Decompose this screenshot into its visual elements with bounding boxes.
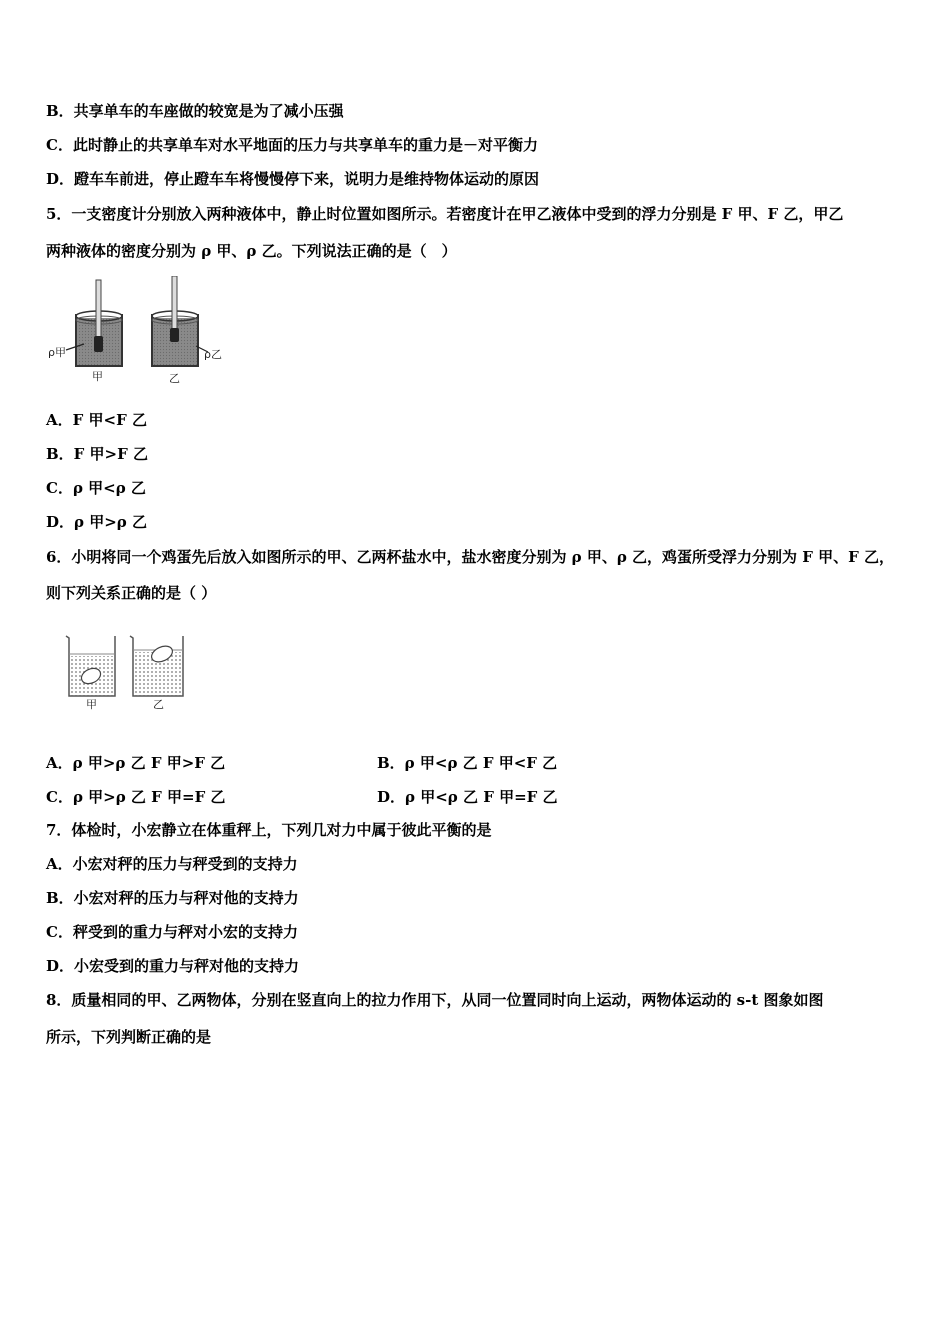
caption-yi: 乙 [169,372,180,385]
q7-option-b: B．小宏对秤的压力与秤对他的支持力 [46,889,299,907]
q7-option-c: C．秤受到的重力与秤对小宏的支持力 [46,923,298,941]
q6-option-b: B．ρ 甲<ρ 乙 F 甲<F 乙 [377,754,558,772]
label-rho-jia: ρ甲 [48,346,66,359]
q4-option-b: B．共享单车的车座做的较宽是为了减小压强 [46,102,344,120]
q4-option-c: C．此时静止的共享单车对水平地面的压力与共享单车的重力是－对平衡力 [46,136,538,154]
q5-option-c: C．ρ 甲<ρ 乙 [46,479,146,497]
caption-jia-cup: 甲 [86,698,97,711]
hydrometer-yi [170,276,179,342]
q8-stem-line2: 所示，下列判断正确的是 [46,1028,212,1046]
q5-stem-line1: 5．一支密度计分别放入两种液体中，静止时位置如图所示。若密度计在甲乙液体中受到的浮力分别是 F 甲、F 乙，甲乙 [46,205,844,223]
cup-yi [130,636,183,696]
cup-jia [66,636,115,696]
caption-yi-cup: 乙 [153,698,164,711]
caption-jia: 甲 [92,370,103,383]
q5-stem-line2: 两种液体的密度分别为 ρ 甲、ρ 乙。下列说法正确的是（ ） [46,242,457,260]
q5-option-b: B．F 甲>F 乙 [46,445,148,463]
q6-stem-line1: 6．小明将同一个鸡蛋先后放入如图所示的甲、乙两杯盐水中，盐水密度分别为 ρ 甲、ρ 乙，鸡蛋所受浮力分别为 F 甲、F 乙， [46,548,895,566]
q6-option-d: D．ρ 甲<ρ 乙 F 甲=F 乙 [377,788,558,806]
q6-stem-line2: 则下列关系正确的是（ ） [46,584,217,602]
q5-hydrometer-figure [48,276,228,388]
label-rho-yi: ρ乙 [204,348,222,361]
q7-option-d: D．小宏受到的重力与秤对他的支持力 [46,957,300,975]
q5-option-d: D．ρ 甲>ρ 乙 [46,513,147,531]
q5-option-a: A．F 甲<F 乙 [46,411,147,429]
q4-option-d: D．蹬车车前进，停止蹬车车将慢慢停下来，说明力是维持物体运动的原因 [46,170,540,188]
q7-stem: 7．体检时，小宏静立在体重秤上，下列几对力中属于彼此平衡的是 [46,821,492,839]
q6-egg-figure [58,630,200,712]
q6-option-c: C．ρ 甲>ρ 乙 F 甲=F 乙 [46,788,226,806]
q8-stem-line1: 8．质量相同的甲、乙两物体，分别在竖直向上的拉力作用下，从同一位置同时向上运动，两物体运动的 s-t 图象如图 [46,991,824,1009]
q6-option-a: A．ρ 甲>ρ 乙 F 甲>F 乙 [46,754,226,772]
q7-option-a: A．小宏对秤的压力与秤受到的支持力 [46,855,298,873]
